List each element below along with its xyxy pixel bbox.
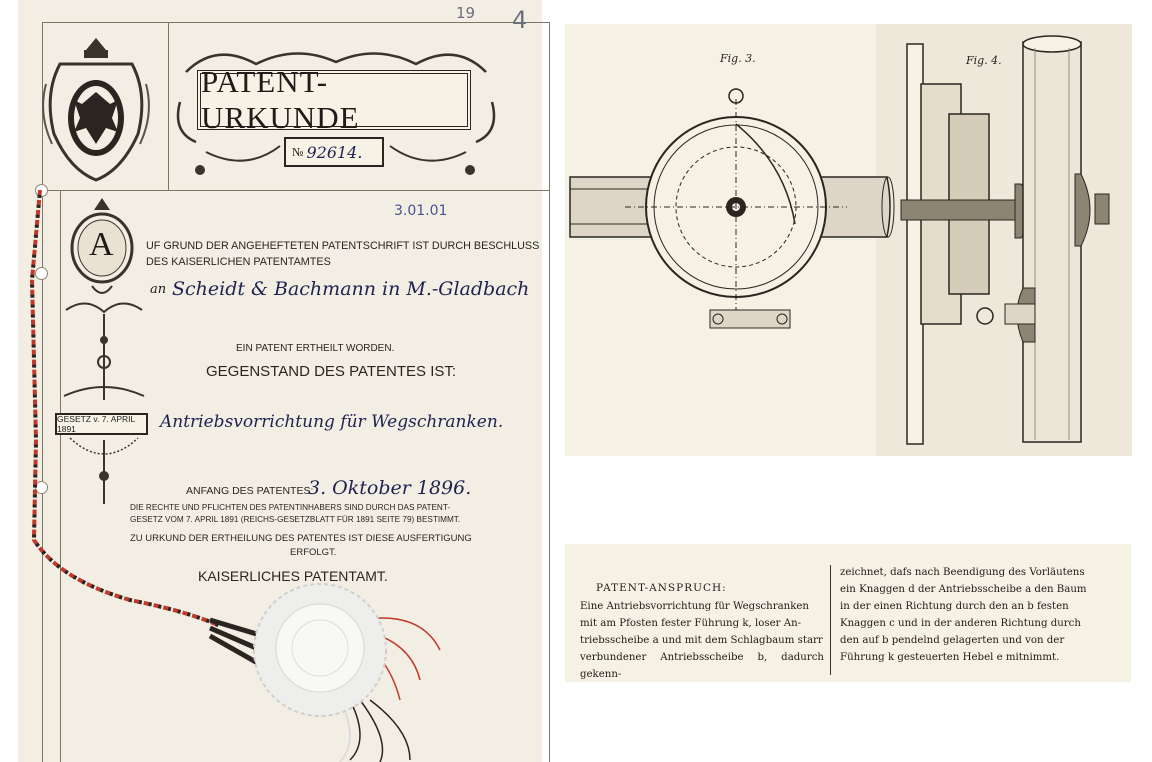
patent-number-prefix: №	[292, 144, 304, 159]
recipient-prefix: an	[150, 282, 167, 297]
claim-line: zeichnet, dafs nach Beendigung des Vorläutens	[840, 567, 1085, 578]
fig3-label: Fig. 3.	[720, 52, 756, 65]
issue-line-1: ZU URKUND DER ERTHEILUNG DES PATENTES IST DIESE AUSFERTIGUNG	[130, 533, 472, 544]
pencil-date: 3.01.01	[394, 203, 448, 219]
claim-line: Führung k gesteuerten Hebel e mitnimmt.	[840, 652, 1060, 663]
pencil-number-large: 4	[512, 6, 528, 34]
claim-right-column	[840, 564, 1116, 666]
claim-line: Knaggen c und in der anderen Richtung durch	[840, 618, 1081, 629]
patent-number: 92614.	[306, 142, 363, 162]
claim-line: den auf b pendelnd gelagerten und von der	[840, 635, 1065, 646]
seal-cord	[20, 180, 450, 762]
recipient-name: Scheidt & Bachmann in M.-Gladbach	[172, 278, 530, 300]
certificate-title: PATENT-URKUNDE	[197, 70, 471, 130]
claim-line: mit am Pfosten fester Führung k, loser An-	[580, 618, 802, 629]
rights-line-2: GESETZ VOM 7. APRIL 1891 (REICHS-GESETZBLATT FÜR 1891 SEITE 79) BESTIMMT.	[130, 515, 461, 524]
pencil-number-small: 19	[456, 4, 476, 22]
intro-line-1: UF GRUND DER ANGEHEFTETEN PATENTSCHRIFT IST DURCH BESCHLUSS	[146, 240, 540, 252]
imperial-eagle-crest	[40, 34, 152, 184]
patent-number-box	[284, 137, 384, 167]
header-separator	[168, 22, 169, 190]
issue-line-2: ERFOLGT.	[290, 547, 337, 558]
claim-column-divider	[830, 565, 831, 675]
claim-line: ein Knaggen d der Antriebsscheibe a den Baum	[840, 584, 1087, 595]
fig4-label: Fig. 4.	[966, 54, 1002, 67]
claim-line: Eine Antriebsvorrichtung für Wegschranken	[580, 601, 809, 612]
subject-heading: GEGENSTAND DES PATENTES IST:	[206, 363, 457, 380]
technical-drawings	[565, 24, 1132, 456]
start-label: ANFANG DES PATENTES:	[186, 485, 314, 497]
fig3-drawing	[570, 89, 894, 328]
claim-left-column	[580, 598, 824, 683]
intro-line-2: DES KAISERLICHEN PATENTAMTES	[146, 256, 331, 268]
patent-subject: Antriebsvorrichtung für Wegschranken.	[160, 412, 504, 432]
initial-letter: A	[89, 226, 114, 263]
start-date: 3. Oktober 1896.	[308, 477, 472, 499]
claim-line: triebsscheibe a und mit dem Schlagbaum starr	[580, 635, 823, 646]
granted-line: EIN PATENT ERTHEILT WORDEN.	[236, 343, 395, 354]
rights-line-1: DIE RECHTE UND PFLICHTEN DES PATENTINHABERS SIND DURCH DAS PATENT-	[130, 503, 451, 512]
patent-office: KAISERLICHES PATENTAMT.	[198, 568, 388, 584]
law-reference-box: GESETZ v. 7. APRIL 1891	[55, 413, 148, 435]
claim-line: verbundener Antriebsscheibe b, dadurch gekenn-	[580, 652, 824, 680]
claim-heading: PATENT-ANSPRUCH:	[596, 582, 727, 594]
claim-line: in der einen Richtung durch den an b festen	[840, 601, 1069, 612]
fig4-drawing	[901, 36, 1109, 444]
